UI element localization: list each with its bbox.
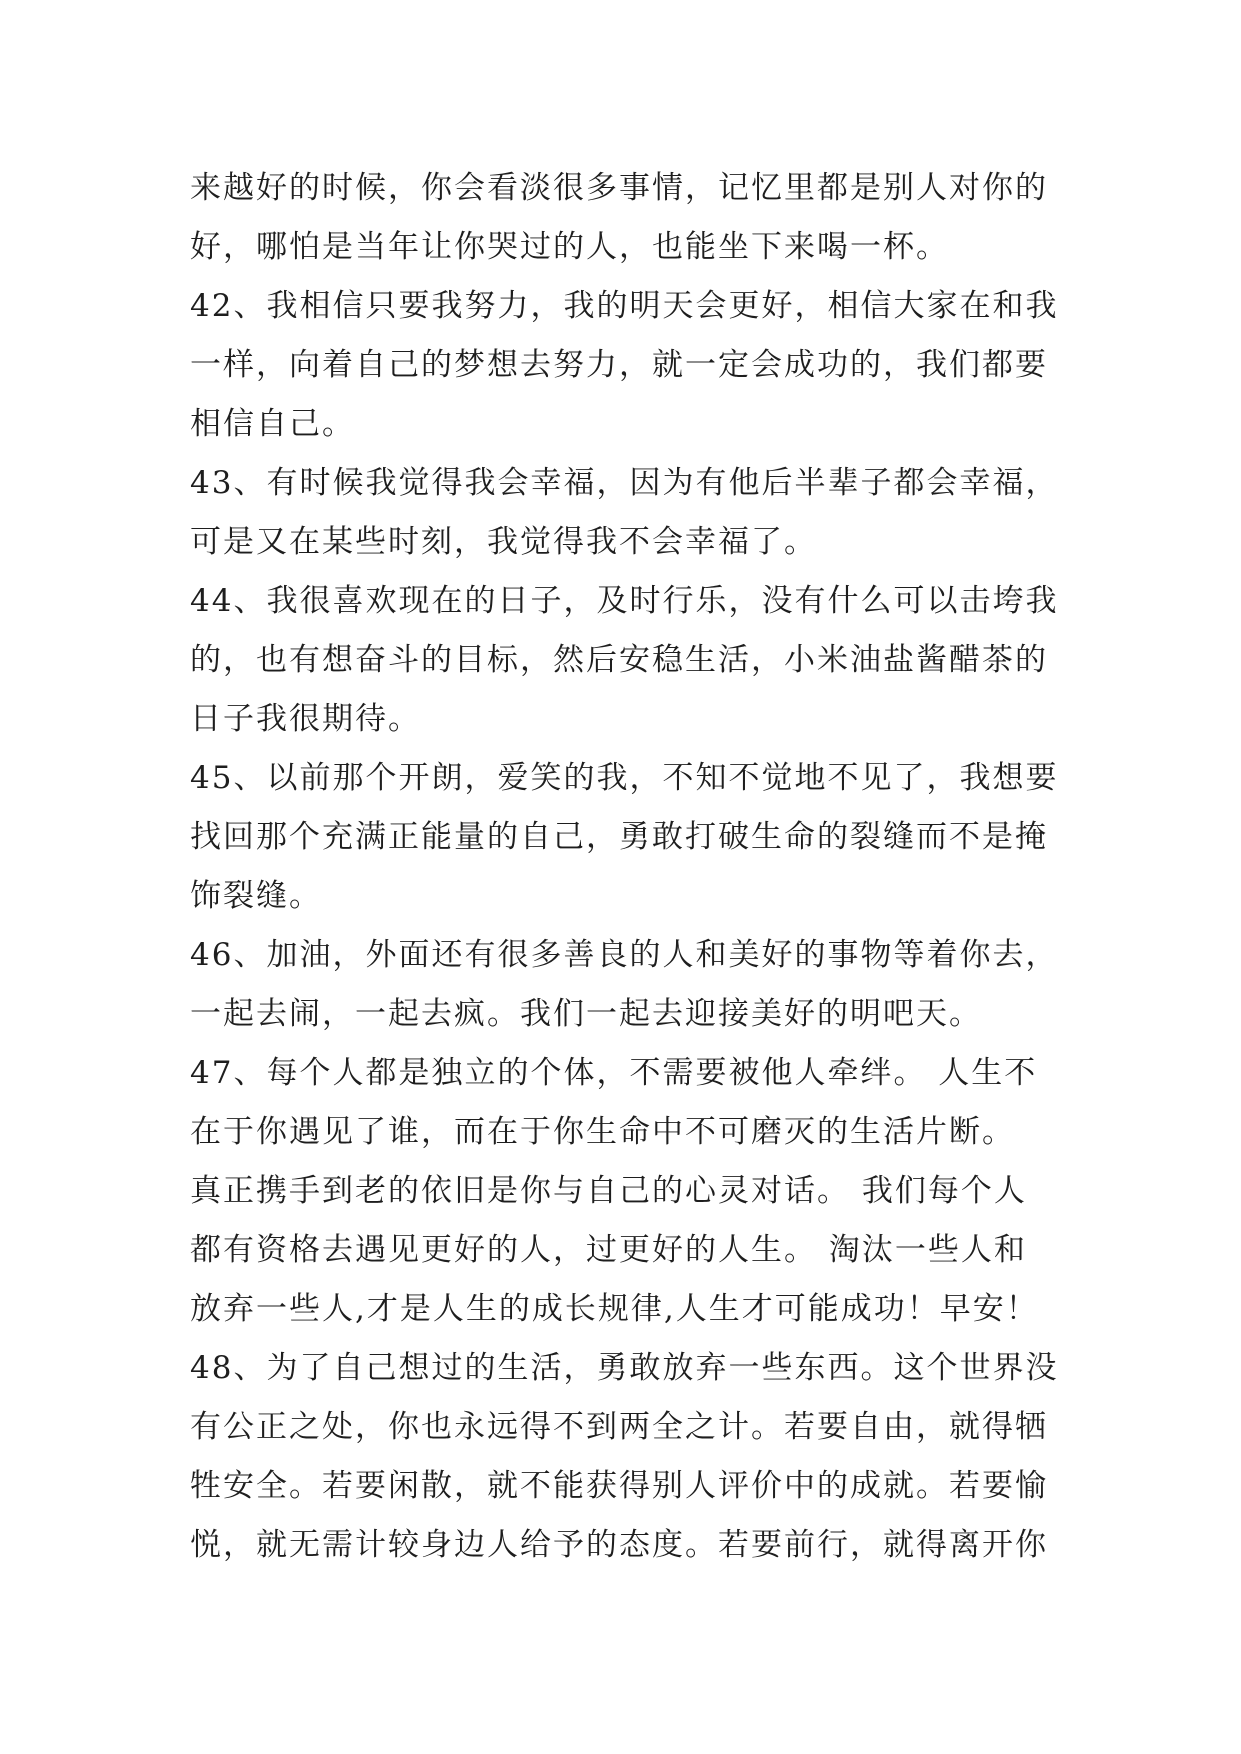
text-line: 42、我相信只要我努力，我的明天会更好，相信大家在和我 bbox=[190, 288, 1059, 324]
text-line: 饰裂缝。 bbox=[190, 878, 322, 914]
text-line: 真正携手到老的依旧是你与自己的心灵对话。 我们每个人 bbox=[190, 1173, 1027, 1209]
text-line: 日子我很期待。 bbox=[190, 701, 421, 737]
text-line: 牲安全。若要闲散，就不能获得别人评价中的成就。若要愉 bbox=[190, 1468, 1048, 1504]
text-line: 44、我很喜欢现在的日子，及时行乐，没有什么可以击垮我 bbox=[190, 583, 1059, 619]
text-line: 找回那个充满正能量的自己，勇敢打破生命的裂缝而不是掩 bbox=[190, 819, 1048, 855]
text-line: 一起去闹，一起去疯。我们一起去迎接美好的明吧天。 bbox=[190, 996, 982, 1032]
text-line: 48、为了自己想过的生活，勇敢放弃一些东西。这个世界没 bbox=[190, 1350, 1059, 1386]
text-line: 放弃一些人,才是人生的成长规律,人生才可能成功！早安！ bbox=[190, 1291, 1039, 1327]
text-line: 有公正之处，你也永远得不到两全之计。若要自由，就得牺 bbox=[190, 1409, 1048, 1445]
text-line: 悦，就无需计较身边人给予的态度。若要前行，就得离开你 bbox=[190, 1527, 1048, 1563]
body-text bbox=[190, 159, 1070, 1575]
text-line: 45、以前那个开朗，爱笑的我，不知不觉地不见了，我想要 bbox=[190, 760, 1059, 796]
text-line: 来越好的时候，你会看淡很多事情，记忆里都是别人对你的 bbox=[190, 170, 1048, 206]
text-line: 一样，向着自己的梦想去努力，就一定会成功的，我们都要 bbox=[190, 347, 1048, 383]
text-line: 43、有时候我觉得我会幸福，因为有他后半辈子都会幸福， bbox=[190, 465, 1059, 501]
text-line: 46、加油，外面还有很多善良的人和美好的事物等着你去， bbox=[190, 937, 1059, 973]
text-line: 好，哪怕是当年让你哭过的人，也能坐下来喝一杯。 bbox=[190, 229, 949, 265]
text-line: 相信自己。 bbox=[190, 406, 355, 442]
text-line: 可是又在某些时刻，我觉得我不会幸福了。 bbox=[190, 524, 817, 560]
text-line: 都有资格去遇见更好的人，过更好的人生。 淘汰一些人和 bbox=[190, 1232, 1027, 1268]
text-line: 47、每个人都是独立的个体，不需要被他人牵绊。 人生不 bbox=[190, 1055, 1038, 1091]
text-line: 的，也有想奋斗的目标，然后安稳生活，小米油盐酱醋茶的 bbox=[190, 642, 1048, 678]
text-line: 在于你遇见了谁，而在于你生命中不可磨灭的生活片断。 bbox=[190, 1114, 1015, 1150]
